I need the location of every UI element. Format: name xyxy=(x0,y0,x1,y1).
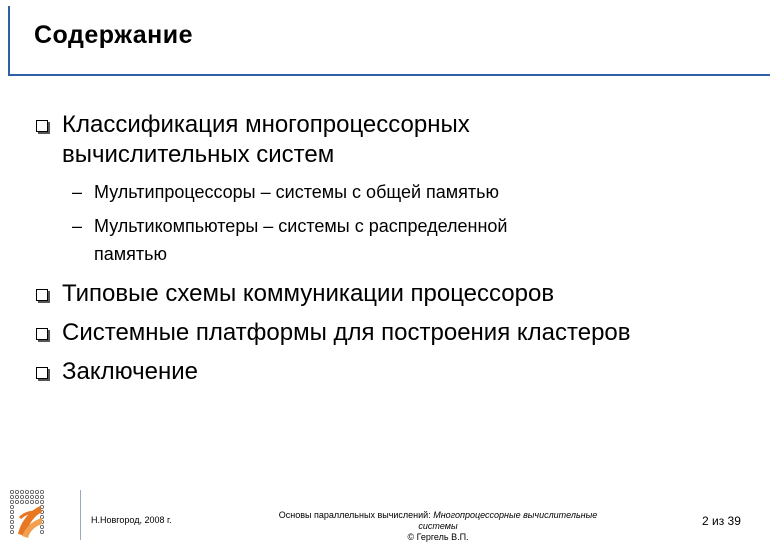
footer-course-title: Многопроцессорные вычислительные xyxy=(433,510,598,520)
list-item-1-line-2: вычислительных систем xyxy=(62,141,335,168)
list-item-4: Заключение xyxy=(62,358,198,385)
sub-item-dash: – xyxy=(72,216,83,236)
square-bullet-icon xyxy=(36,367,48,379)
footer-course-prefix: Основы параллельных вычислений: xyxy=(278,510,434,520)
footer-divider xyxy=(80,490,81,540)
list-item-1-line-1: Классификация многопроцессорных xyxy=(62,111,470,138)
list-item-2: Типовые схемы коммуникации процессоров xyxy=(62,280,555,307)
square-bullet-icon xyxy=(36,289,48,301)
sub-item-1: Мультипроцессоры – системы с общей памятью xyxy=(94,182,500,202)
sub-item-dash: – xyxy=(72,182,83,202)
footer-city-date: Н.Новгород, 2008 г. xyxy=(91,515,172,525)
footer-course xyxy=(248,510,628,521)
footer-course-line-2: системы xyxy=(418,521,458,531)
sub-item-2-line-1: Мультикомпьютеры – системы с распределенной xyxy=(94,216,508,236)
sub-item-2-line-2: памятью xyxy=(94,244,168,264)
page-number: 2 из 39 xyxy=(702,514,741,528)
university-logo xyxy=(8,488,50,540)
square-bullet-icon xyxy=(36,120,48,132)
slide-title: Содержание xyxy=(34,21,194,49)
square-bullet-icon xyxy=(36,328,48,340)
footer-author: © Гергель В.П. xyxy=(407,532,469,542)
list-item-3: Системные платформы для построения кластеров xyxy=(62,319,631,346)
